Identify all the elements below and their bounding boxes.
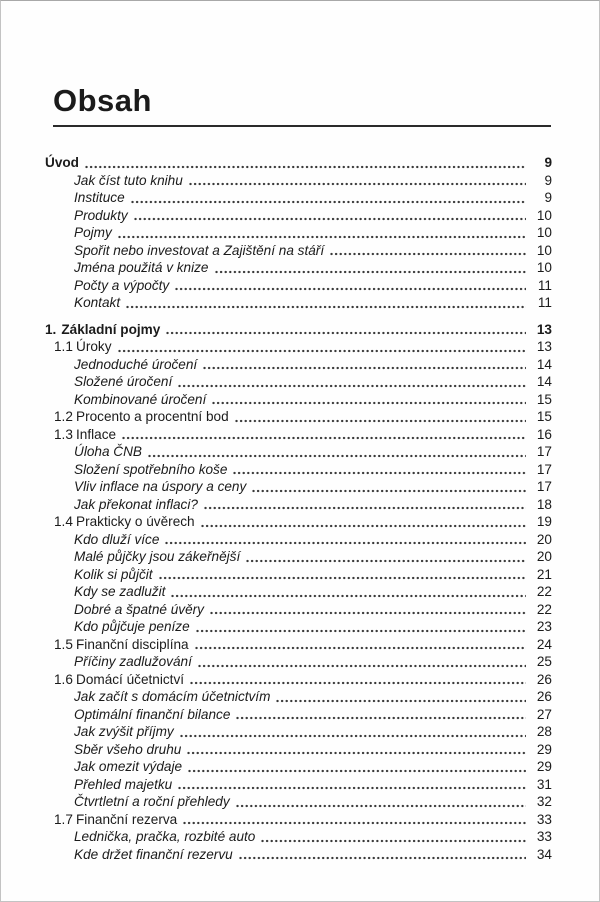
toc-entry-number: 1.7 — [54, 811, 73, 827]
leader-dots — [261, 839, 526, 843]
leader-dots — [198, 664, 526, 668]
toc-entry-page-number: 27 — [536, 706, 552, 722]
toc-entry-page-number: 17 — [536, 461, 552, 477]
toc-entry — [45, 811, 552, 829]
leader-dots — [118, 349, 527, 353]
toc-entry-page-number: 24 — [536, 636, 552, 652]
toc-entry — [45, 583, 552, 601]
leader-dots — [212, 401, 526, 405]
toc-entry-page-number: 9 — [544, 172, 552, 188]
leader-dots — [276, 699, 526, 703]
toc-entry-label: Kdo dluží více — [74, 531, 160, 547]
leader-dots — [178, 786, 526, 790]
toc-entry-page-number: 10 — [536, 207, 552, 223]
toc-entry-label: Složené úročení — [74, 374, 173, 389]
toc-entry-page-number: 20 — [536, 549, 552, 564]
toc-entry — [45, 723, 552, 741]
toc-entry-number: 1.3 — [54, 426, 73, 442]
toc-entry-label: Optimální finanční bilance — [74, 706, 231, 722]
toc-entry-label: Malé půjčky jsou zákeřnější — [74, 549, 241, 564]
toc-entry-page-number: 17 — [536, 444, 552, 459]
leader-dots — [235, 419, 526, 423]
toc-entry-label: Prakticky o úvěrech — [76, 514, 195, 529]
leader-dots — [189, 182, 526, 186]
leader-dots — [239, 856, 526, 860]
toc-entry — [45, 531, 552, 549]
toc-entry — [45, 496, 552, 514]
leader-dots — [204, 506, 526, 510]
leader-dots — [166, 331, 526, 335]
toc-entry — [45, 154, 552, 172]
leader-dots — [122, 436, 526, 440]
toc-entry — [45, 259, 552, 277]
toc-entry-page-number: 10 — [536, 260, 552, 275]
toc-entry-number: 1.2 — [54, 409, 73, 424]
toc-entry-label: Kdo půjčuje peníze — [74, 619, 190, 634]
toc-entry-label: Úloha ČNB — [74, 444, 142, 459]
leader-dots — [236, 716, 526, 720]
toc-entry — [45, 776, 552, 794]
leader-dots — [246, 559, 526, 563]
toc-entry — [45, 373, 552, 391]
toc-entry — [45, 461, 552, 479]
toc-entry — [45, 548, 552, 566]
leader-dots — [85, 165, 526, 169]
leader-dots — [178, 384, 526, 388]
toc-entry-number: 1.6 — [54, 671, 73, 687]
leader-dots — [330, 252, 526, 256]
toc-entry-label: Čtvrtletní a roční přehledy — [74, 794, 230, 809]
leader-dots — [180, 734, 526, 738]
toc-entry-page-number: 14 — [536, 356, 552, 372]
toc-entry-label: Jak omezit výdaje — [74, 759, 183, 774]
toc-entry — [45, 356, 552, 374]
toc-entry — [45, 688, 552, 706]
toc-entry-label: Základní pojmy — [61, 321, 161, 337]
toc-entry-page-number: 31 — [536, 776, 552, 792]
toc-entry-page-number: 34 — [536, 846, 552, 862]
toc-entry-label: Pojmy — [74, 225, 112, 240]
toc-entry-page-number: 18 — [536, 496, 552, 512]
toc-entry-label: Produkty — [74, 207, 128, 223]
toc-entry-label: Kolik si půjčit — [74, 566, 153, 582]
toc-entry — [45, 636, 552, 654]
leader-dots — [175, 287, 526, 291]
toc-entry — [45, 426, 552, 444]
toc-entry-label: Jak začít s domácím účetnictvím — [74, 689, 271, 704]
toc-entry-page-number: 28 — [536, 724, 552, 739]
leader-dots — [171, 594, 526, 598]
toc-entry-label: Kde držet finanční rezervu — [74, 846, 233, 862]
toc-entry-page-number: 22 — [536, 584, 552, 599]
toc-entry — [45, 671, 552, 689]
toc-entry-label: Úvod — [45, 155, 79, 170]
toc-entry-number: 1.4 — [54, 514, 73, 529]
toc-entry-page-number: 26 — [536, 671, 552, 687]
toc-entry — [45, 793, 552, 811]
toc-entry — [45, 207, 552, 225]
toc-entry — [45, 618, 552, 636]
leader-dots — [159, 576, 526, 580]
toc-entry-label: Jak číst tuto knihu — [74, 172, 183, 188]
toc-entry-page-number: 25 — [536, 654, 552, 669]
toc-entry-page-number: 23 — [536, 619, 552, 634]
leader-dots — [190, 681, 526, 685]
table-of-contents — [45, 154, 552, 863]
toc-entry — [45, 828, 552, 846]
toc-entry-page-number: 33 — [536, 829, 552, 844]
leader-dots — [236, 804, 526, 808]
leader-dots — [215, 270, 527, 274]
toc-entry-page-number: 10 — [536, 225, 552, 240]
toc-entry — [45, 172, 552, 190]
toc-entry-page-number: 26 — [536, 689, 552, 704]
leader-dots — [126, 305, 526, 309]
leader-dots — [196, 629, 526, 633]
toc-entry — [45, 741, 552, 759]
toc-entry — [45, 189, 552, 207]
toc-entry-label: Inflace — [76, 426, 117, 442]
toc-entry-label: Spořit nebo investovat a Zajištění na stáří — [74, 242, 325, 258]
toc-entry-page-number: 17 — [536, 479, 552, 494]
toc-entry-label: Jak překonat inflaci? — [74, 496, 198, 512]
toc-entry-label: Složení spotřebního koše — [74, 461, 228, 477]
toc-entry-label: Počty a výpočty — [74, 277, 170, 293]
toc-entry-label: Sběr všeho druhu — [74, 741, 182, 757]
leader-dots — [131, 200, 526, 204]
leader-dots — [165, 541, 526, 545]
toc-entry — [45, 601, 552, 619]
toc-entry-page-number: 22 — [536, 601, 552, 617]
toc-entry-page-number: 20 — [536, 531, 552, 547]
toc-entry-label: Jednoduché úročení — [74, 356, 198, 372]
toc-entry-page-number: 13 — [536, 321, 552, 337]
toc-entry-page-number: 15 — [536, 391, 552, 407]
leader-dots — [210, 611, 526, 615]
toc-entry — [45, 242, 552, 260]
toc-entry-page-number: 11 — [537, 295, 552, 310]
toc-entry — [45, 338, 552, 356]
toc-entry — [45, 478, 552, 496]
toc-entry — [45, 294, 552, 312]
toc-entry-label: Jak zvýšit příjmy — [74, 724, 174, 739]
toc-entry-label: Jména použitá v knize — [74, 260, 209, 275]
toc-entry — [45, 706, 552, 724]
leader-dots — [188, 769, 526, 773]
toc-entry — [45, 321, 552, 339]
toc-entry-page-number: 29 — [536, 741, 552, 757]
leader-dots — [183, 821, 526, 825]
leader-dots — [233, 471, 526, 475]
toc-entry-page-number: 13 — [536, 339, 552, 354]
toc-entry-number: 1.5 — [54, 636, 73, 652]
toc-entry-label: Vliv inflace na úspory a ceny — [74, 479, 247, 494]
leader-dots — [134, 217, 526, 221]
toc-entry-label: Dobré a špatné úvěry — [74, 601, 204, 617]
toc-entry-label: Úroky — [76, 339, 112, 354]
toc-entry-label: Kombinované úročení — [74, 391, 207, 407]
page-title: Obsah — [53, 85, 551, 127]
toc-entry-number: 1. — [45, 321, 57, 337]
toc-entry-page-number: 16 — [536, 426, 552, 442]
toc-entry — [45, 408, 552, 426]
toc-entry-page-number: 9 — [544, 190, 552, 205]
toc-entry-label: Přehled majetku — [74, 776, 173, 792]
toc-entry-label: Instituce — [74, 190, 125, 205]
leader-dots — [252, 489, 526, 493]
toc-entry-number: 1.1 — [54, 339, 73, 354]
toc-entry-page-number: 19 — [536, 514, 552, 529]
leader-dots — [201, 524, 526, 528]
toc-entry-label: Kdy se zadlužit — [74, 584, 166, 599]
toc-entry — [45, 566, 552, 584]
toc-entry — [45, 224, 552, 242]
leader-dots — [203, 366, 526, 370]
toc-entry — [45, 513, 552, 531]
toc-entry — [45, 846, 552, 864]
toc-entry-page-number: 29 — [536, 759, 552, 774]
toc-entry-label: Domácí účetnictví — [76, 671, 185, 687]
toc-entry — [45, 391, 552, 409]
toc-entry-page-number: 10 — [536, 242, 552, 258]
toc-entry-page-number: 9 — [544, 155, 552, 170]
toc-entry-label: Kontakt — [74, 295, 121, 310]
toc-entry — [45, 277, 552, 295]
toc-entry-label: Finanční rezerva — [76, 811, 178, 827]
toc-entry-label: Procento a procentní bod — [76, 409, 229, 424]
toc-entry-label: Příčiny zadlužování — [74, 654, 192, 669]
toc-entry-page-number: 21 — [536, 566, 552, 582]
toc-entry — [45, 758, 552, 776]
toc-entry — [45, 443, 552, 461]
toc-entry — [45, 653, 552, 671]
toc-entry-page-number: 11 — [537, 277, 552, 293]
toc-entry-label: Finanční disciplína — [76, 636, 189, 652]
leader-dots — [195, 646, 526, 650]
toc-entry-label: Lednička, pračka, rozbité auto — [74, 829, 256, 844]
toc-entry-page-number: 15 — [536, 409, 552, 424]
toc-entry-page-number: 32 — [536, 794, 552, 809]
toc-entry-page-number: 14 — [536, 374, 552, 389]
leader-dots — [187, 751, 526, 755]
leader-dots — [118, 235, 526, 239]
leader-dots — [148, 454, 526, 458]
toc-entry-page-number: 33 — [536, 811, 552, 827]
